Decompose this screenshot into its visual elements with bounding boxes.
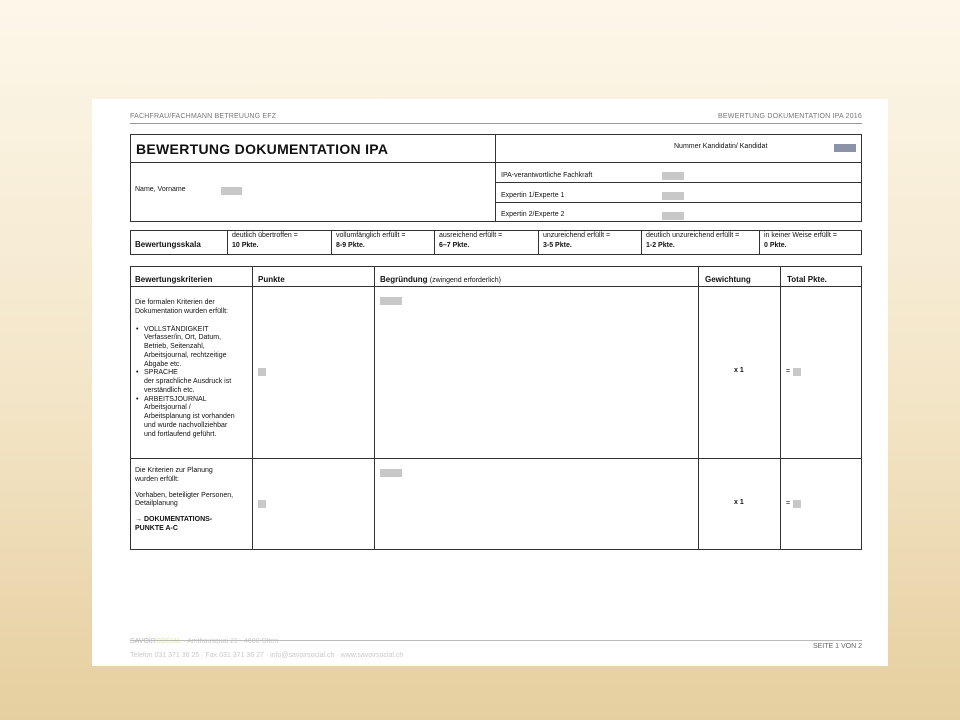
- criteria-line: Vorhaben, beteiligter Personen,: [135, 491, 234, 499]
- bullet-line: verständlich etc.: [144, 386, 195, 394]
- col-divider-total: [780, 266, 781, 550]
- row-divider: [130, 458, 862, 459]
- criteria-line: Detailplanung: [135, 500, 178, 508]
- bullet-line: Betrieb, Seitenzahl,: [144, 343, 205, 350]
- bullet-title: • SPRACHE: [144, 369, 178, 377]
- info-row-divider-1: [495, 162, 862, 163]
- reason-field-row-2[interactable]: [380, 469, 402, 477]
- criteria-intro-line: Dokumentation wurden erfüllt:: [135, 307, 228, 315]
- footer-contact: Telefon 031 371 36 25 · Fax 031 371 36 27 · info@savoirsocial.ch · www.savoirsocial.ch: [130, 652, 404, 659]
- info-title-divider: [130, 162, 496, 163]
- bullet-line: Arbeitsjournal, rechtzeitige: [144, 351, 227, 359]
- name-field[interactable]: [221, 187, 242, 195]
- criteria-intro-line: Die formalen Kriterien der: [135, 299, 215, 306]
- col-divider-reason: [374, 266, 375, 550]
- bullet-line: Arbeitsjournal /: [144, 404, 191, 412]
- scale-divider: [538, 230, 539, 255]
- bullet-line: Verfasser/in, Ort, Datum,: [144, 334, 222, 342]
- page-number: SEITE 1 VON 2: [812, 643, 862, 650]
- points-field-row-1[interactable]: [258, 368, 266, 376]
- expert2-label: Expertin 2/Experte 2: [501, 211, 565, 218]
- reason-label: Begründung: [380, 275, 428, 284]
- scale-divider: [641, 230, 642, 255]
- header-right: BEWERTUNG DOKUMENTATION IPA 2016: [718, 113, 862, 120]
- scale-item-points: 8-9 Pkte.: [336, 242, 365, 249]
- total-eq-row-2: =: [786, 500, 791, 507]
- total-eq-row-1: =: [786, 368, 791, 375]
- col-header-criteria: Bewertungskriterien: [135, 275, 213, 284]
- col-divider-weight: [698, 266, 699, 550]
- scale-item-points: 1-2 Pkte.: [646, 242, 675, 249]
- scale-item-desc: deutlich unzureichend erfüllt =: [646, 232, 740, 239]
- info-row-divider-2: [495, 182, 862, 183]
- footer-address-text: · Amthausquai 21 · 4600 Olten: [183, 638, 279, 645]
- header-row-divider: [130, 286, 862, 287]
- expert1-label: Expertin 1/Experte 1: [501, 192, 565, 199]
- col-header-total: Total Pkte.: [787, 275, 827, 284]
- footer-brand-b: SOCIAL: [155, 638, 182, 645]
- bullet-line: Arbeitsplanung ist vorhanden: [144, 413, 235, 420]
- list-item: [144, 396, 235, 440]
- criteria-table: [130, 266, 862, 550]
- scale-divider: [227, 230, 228, 255]
- col-header-reason: [380, 275, 501, 286]
- list-item: [144, 326, 235, 370]
- criteria-bullet-list: [135, 326, 235, 440]
- footer-brand-a: SAVOIR: [130, 638, 156, 645]
- col-header-points: Punkte: [258, 275, 285, 284]
- footer-divider: [130, 640, 862, 641]
- bullet-line: der sprachliche Ausdruck ist: [144, 378, 232, 385]
- scale-item-points: 0 Pkte.: [764, 242, 787, 249]
- info-row-divider-3: [495, 202, 862, 203]
- scale-item-desc: deutlich übertroffen =: [232, 232, 298, 239]
- weight-row-2: x 1: [734, 499, 744, 506]
- reason-field-row-1[interactable]: [380, 297, 402, 305]
- weight-row-1: x 1: [734, 367, 744, 374]
- header-left: FACHFRAU/FACHMANN BETREUUNG EFZ: [130, 113, 277, 120]
- name-label: Name, Vorname: [135, 186, 186, 193]
- scale-item-points: 10 Pkte.: [232, 242, 259, 249]
- list-item: [144, 369, 235, 395]
- reason-note: (zwingend erforderlich): [429, 277, 501, 284]
- candidate-number-field[interactable]: [834, 144, 856, 152]
- criteria-row-2-text: [135, 467, 233, 534]
- scale-item-points: 6–7 Pkte.: [439, 242, 470, 249]
- points-field-row-2[interactable]: [258, 500, 266, 508]
- scale-item-desc: ausreichend erfüllt =: [439, 232, 503, 239]
- scale-divider: [759, 230, 760, 255]
- bullet-line: und wurde nachvollziehbar: [144, 421, 228, 429]
- bullet-title: • ARBEITSJOURNAL: [144, 395, 207, 403]
- info-divider: [495, 134, 496, 222]
- total-field-row-1[interactable]: [793, 368, 801, 376]
- criteria-line: → DOKUMENTATIONS-: [135, 516, 213, 523]
- scale-item-desc: in keiner Weise erfüllt =: [764, 232, 837, 239]
- document-title: BEWERTUNG DOKUMENTATION IPA: [136, 141, 389, 157]
- bullet-line: und fortlaufend geführt.: [144, 430, 217, 438]
- ipa-field[interactable]: [662, 172, 684, 180]
- scale-label: Bewertungsskala: [135, 240, 201, 249]
- document-page: [92, 99, 888, 666]
- col-header-weight: Gewichtung: [705, 275, 751, 284]
- criteria-line: Die Kriterien zur Planung: [135, 467, 213, 474]
- candidate-number-label: Nummer Kandidatin/ Kandidat: [674, 143, 768, 150]
- header-divider: [130, 123, 862, 124]
- criteria-line: wurden erfüllt:: [135, 475, 179, 483]
- ipa-label: IPA-verantwortliche Fachkraft: [501, 172, 593, 179]
- total-field-row-2[interactable]: [793, 500, 801, 508]
- scale-item-desc: vollumfänglich erfüllt =: [336, 232, 406, 239]
- criteria-line: PUNKTE A-C: [135, 524, 178, 532]
- expert2-field[interactable]: [662, 212, 684, 220]
- bullet-line: Abgabe etc.: [144, 360, 182, 368]
- scale-item-desc: unzureichend erfüllt =: [543, 232, 611, 239]
- scale-divider: [434, 230, 435, 255]
- expert1-field[interactable]: [662, 192, 684, 200]
- scale-divider: [331, 230, 332, 255]
- col-divider-points: [252, 266, 253, 550]
- criteria-row-1-text: [135, 299, 235, 439]
- bullet-title: • VOLLSTÄNDIGKEIT: [144, 325, 209, 333]
- scale-item-points: 3-5 Pkte.: [543, 242, 572, 249]
